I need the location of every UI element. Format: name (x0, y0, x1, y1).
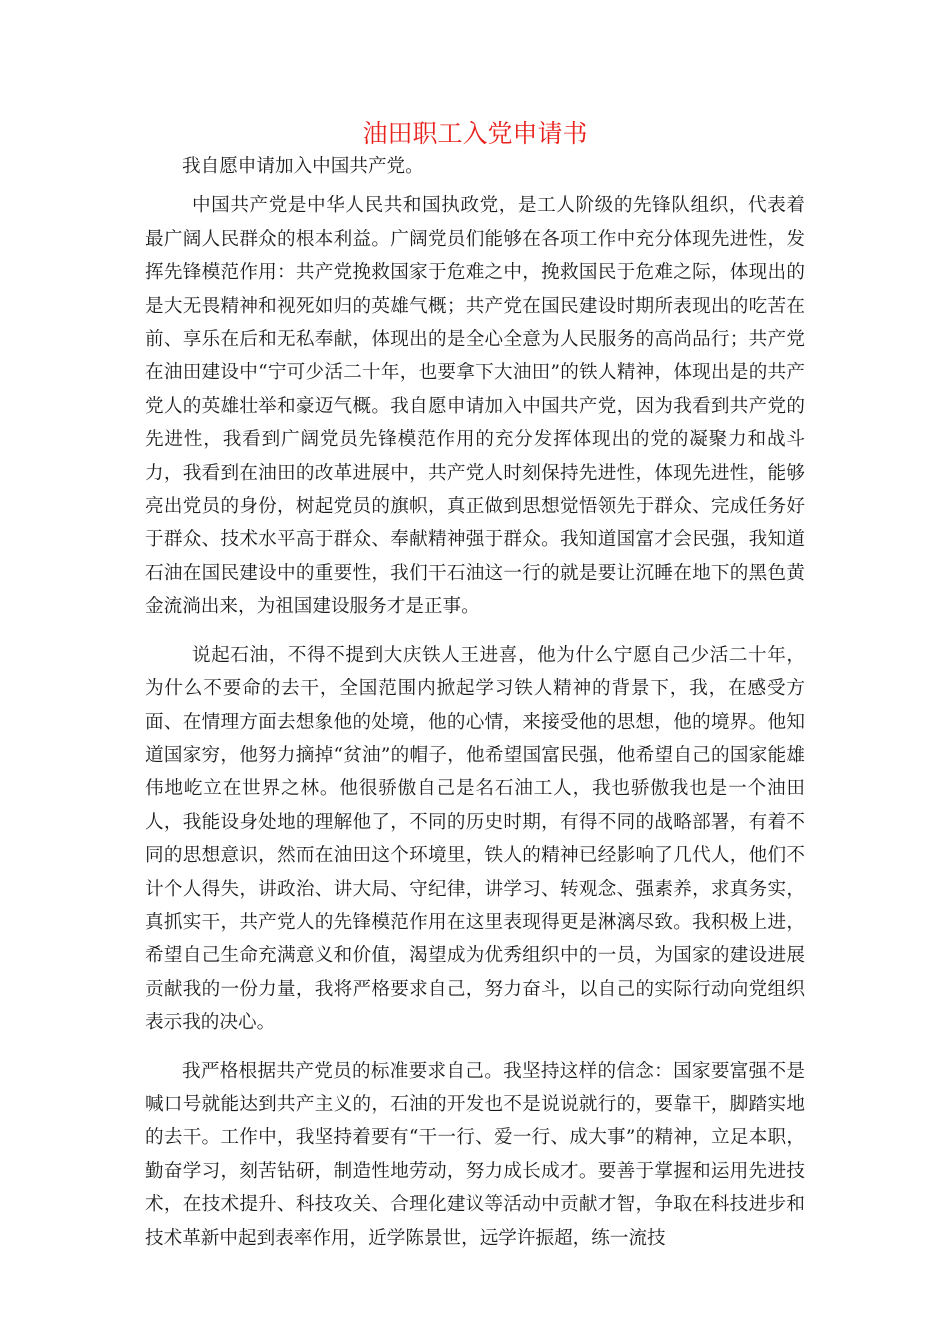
document-title: 油田职工入党申请书 (362, 119, 588, 148)
document-body (145, 150, 805, 1270)
paragraph-1: 中国共产党是中华人民共和国执政党，是工人阶级的先锋队组织，代表着最广阔人民群众的根本利益。广阔党员们能够在各项工作中充分体现先进性，发挥先锋模范作用：共产党挽救国家于危难之中，挽救国民于危难之际，体现出的是大无畏精神和视死如归的英雄气概；共产党在国民建设时期所表现出的吃苦在前、享乐在后和无私奉献，体现出的是全心全意为人民服务的高尚品行；共产党在油田建设中“宁可少活二十年，也要拿下大油田”的铁人精神，体现出是的共产党人的英雄壮举和豪迈气概。我自愿申请加入中国共产党，因为我看到共产党的先进性，我看到广阔党员先锋模范作用的充分发挥体现出的党的凝聚力和战斗力，我看到在油田的改革进展中，共产党人时刻保持先进性，体现先进性，能够亮出党员的身份，树起党员的旗帜，真正做到思想觉悟领先于群众、完成任务好于群众、技术水平高于群众、奉献精神强于群众。我知道国富才会民强，我知道石油在国民建设中的重要性，我们干石油这一行的就是要让沉睡在地下的黑色黄金流淌出来，为祖国建设服务才是正事。 (145, 195, 805, 618)
paragraph-intro: 我自愿申请加入中国共产党。 (182, 156, 424, 177)
paragraph-3: 我严格根据共产党员的标准要求自己。我坚持这样的信念：国家要富强不是喊口号就能达到共产主义的，石油的开发也不是说说就行的，要靠干，脚踏实地的去干。工作中，我坚持着要有“干一行、爱一行、成大事”的精神，立足本职，勤奋学习，刻苦钻研，制造性地劳动，努力成长成才。要善于掌握和运用先进技术，在技术提升、科技攻关、合理化建议等活动中贡献才智，争取在科技进步和技术革新中起到表率作用，近学陈景世，远学许振超，练一流技 (145, 1060, 805, 1249)
paragraph-2: 说起石油，不得不提到大庆铁人王进喜，他为什么宁愿自己少活二十年，为什么不要命的去干，全国范围内掀起学习铁人精神的背景下，我，在感受方面、在情理方面去想象他的处境，他的心情，来接受他的思想，他的境界。他知道国家穷，他努力摘掉“贫油”的帽子，他希望国富民强，他希望自己的国家能雄伟地屹立在世界之林。他很骄傲自己是名石油工人，我也骄傲我也是一个油田人，我能设身处地的理解他了，不同的历史时期，有得不同的战略部署，有着不同的思想意识，然而在油田这个环境里，铁人的精神已经影响了几代人，他们不计个人得失，讲政治、讲大局、守纪律，讲学习、转观念、强素养，求真务实，真抓实干，共产党人的先锋模范作用在这里表现得更是淋漓尽致。我积极上进，希望自己生命充满意义和价值，渴望成为优秀组织中的一员，为国家的建设进展贡献我的一份力量，我将严格要求自己，努力奋斗，以自己的实际行动向党组织表示我的决心。 (145, 644, 805, 1034)
